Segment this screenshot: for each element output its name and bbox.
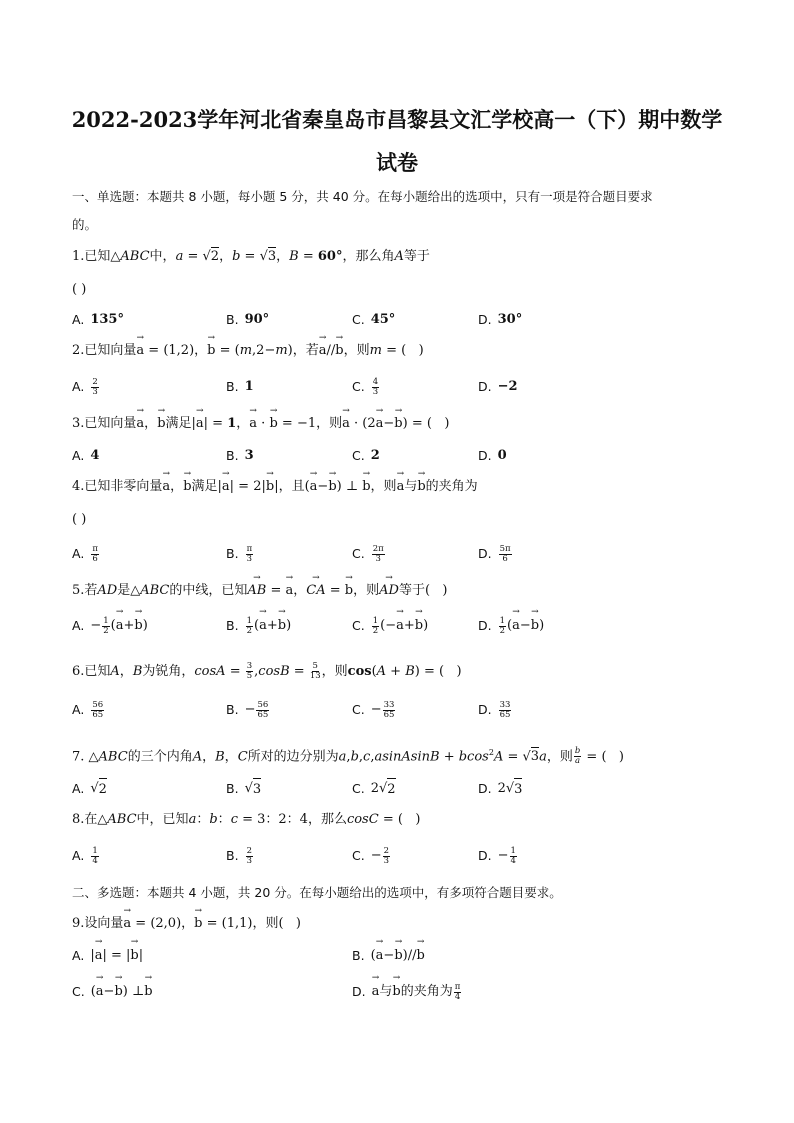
question-7-options	[0, 778, 794, 802]
fraction: $\frac{56}{65}$	[92, 699, 104, 720]
option-a[interactable]: A. 4	[72, 448, 100, 463]
option-a[interactable]: A. $\frac{1}{4}$	[72, 845, 98, 866]
fraction: $\frac{56}{65}$	[257, 699, 269, 720]
option-c[interactable]: C. $\frac{1}{2}$ (− → a + → b )	[352, 616, 428, 636]
option-d[interactable]: D. $\frac{33}{65}$	[478, 699, 511, 720]
option-c[interactable]: C. $\frac{4}{3}$	[352, 376, 379, 397]
fraction: $\frac{\pi}{6}$	[92, 543, 98, 564]
option-b[interactable]: B. $\frac{1}{2}$ ( → a + → b )	[226, 616, 291, 636]
option-a[interactable]: A. − $\frac{1}{2}$ ( → a + → b )	[72, 616, 148, 636]
option-b[interactable]: B. $\frac{\pi}{3}$	[226, 543, 253, 564]
option-label: A.	[72, 312, 85, 327]
option-a[interactable]	[72, 310, 124, 330]
option-b[interactable]: B. $\frac{2}{3}$	[226, 845, 252, 866]
fraction: $\frac{5\pi}{6}$	[499, 543, 511, 564]
fraction: $\frac{1}{4}$	[92, 845, 98, 866]
fraction: $\frac{1}{2}$	[246, 615, 252, 636]
option-d[interactable]: D. − $\frac{1}{4}$	[478, 845, 516, 866]
option-c[interactable]: C. 2	[352, 448, 380, 463]
question-2-options	[0, 377, 794, 401]
option-b[interactable]: B. 1	[226, 379, 254, 394]
option-label: D.	[478, 312, 492, 327]
question-4: 4.已知非零向量→ a，→ b满足|→ a| = 2|→ b|，且(→ a−→ b) ⊥ → b，则→ a与→ b的夹角为	[72, 478, 478, 496]
option-c[interactable]: C. − $\frac{33}{65}$	[352, 699, 395, 720]
question-1-blank: ( )	[72, 282, 87, 297]
exam-title: 2022-2023学年河北省秦皇岛市昌黎县文汇学校高一（下）期中数学	[71, 107, 723, 132]
option-a[interactable]: A. $\frac{\pi}{6}$	[72, 543, 98, 564]
option-d[interactable]: D. 0	[478, 448, 507, 463]
section1-heading-cont: 的。	[72, 217, 98, 232]
fraction: $\frac{\pi}{3}$	[246, 543, 253, 564]
fraction: $\frac{2}{3}$	[92, 376, 98, 397]
option-value: 45°	[370, 312, 396, 327]
option-value: 90°	[244, 312, 270, 327]
question-2: 2.已知向量→ a = (1,2)，→ b = (m,2−m)，若→ a//→ b，则m = ( )	[72, 342, 424, 360]
option-d[interactable]	[478, 310, 522, 330]
exam-title-cont: 试卷	[376, 150, 418, 175]
fraction: $\frac{2}{3}$	[383, 845, 390, 866]
option-c[interactable]: C. $\frac{2\pi}{3}$	[352, 543, 384, 564]
question-9: 9.设向量→ a = (2,0)，→ b = (1,1)，则( )	[72, 915, 301, 933]
fraction: $\frac{4}{3}$	[372, 376, 379, 397]
question-6: 6.已知A，B为锐角，cosA = $\frac{3}{5}$ ,cosB = $\frac{5}{13}$ ，则cos(A + B) = ( )	[72, 661, 462, 681]
question-9-options-row1	[0, 946, 794, 970]
option-c[interactable]: C. 2√ 2	[352, 778, 396, 800]
question-1: 1.已知△ABC中，a = √2，b = √3，B = 60°，那么角A等于	[72, 249, 430, 264]
option-value: 30°	[497, 312, 523, 327]
option-d[interactable]: D. $\frac{5\pi}{6}$	[478, 543, 511, 564]
option-b[interactable]: B. ( → a − → b )// → b	[352, 946, 425, 966]
section1-heading: 一、单选题：本题共 8 小题，每小题 5 分，共 40 分。在每小题给出的选项中，只有一项是符合题目要求	[72, 189, 653, 204]
fraction: $\frac{2\pi}{3}$	[372, 543, 384, 564]
option-b[interactable]: B. √ 3	[226, 778, 261, 800]
option-d[interactable]: D. 2√ 3	[478, 778, 522, 800]
option-b[interactable]: B. − $\frac{56}{65}$	[226, 699, 269, 720]
section2-heading: 二、多选题：本题共 4 小题，共 20 分。在每小题给出的选项中，有多项符合题目要求。	[72, 885, 562, 900]
question-8: 8.在△ABC中，已知a：b：c = 3：2：4，那么cosC = ( )	[72, 812, 421, 827]
question-6-options	[0, 700, 794, 724]
fraction: $\frac{1}{4}$	[510, 845, 516, 866]
fraction: $\frac{1}{2}$	[103, 615, 109, 636]
question-4-options	[0, 544, 794, 568]
fraction: $\frac{33}{65}$	[383, 699, 395, 720]
question-7: 7. △ABC的三个内角A，B，C所对的边分别为a,b,c,asinAsinB + bcos$^2$A = √3a，则 $\frac{b}{a}$ = ( )	[72, 746, 624, 767]
question-3-options	[0, 446, 794, 470]
fraction: $\frac{1}{2}$	[372, 615, 379, 636]
question-5: 5.若AD是△ABC的中线，已知→ AB = → a，→ CA = → b，则→ AD等于( )	[72, 582, 448, 600]
question-9-options-row2	[0, 982, 794, 1006]
option-c[interactable]: C. ( → a − → b ) ⊥ → b	[72, 982, 153, 1002]
option-label: B.	[226, 312, 239, 327]
question-3: 3.已知向量→ a，→ b满足|→ a| = 1，→ a · → b = −1，则→ a · (2→ a−→ b) = ( )	[72, 415, 449, 433]
option-a[interactable]: A. $\frac{56}{65}$	[72, 699, 104, 720]
option-label: C.	[352, 312, 365, 327]
question-4-blank: ( )	[72, 512, 87, 527]
option-d[interactable]: D. → a 与 → b 的夹角为 $\frac{\pi}{4}$	[352, 982, 462, 1002]
fraction: $\frac{2}{3}$	[246, 845, 252, 866]
fraction: $\frac{1}{2}$	[499, 615, 506, 636]
option-b[interactable]: B. 3	[226, 448, 254, 463]
option-a[interactable]: A. $\frac{2}{3}$	[72, 376, 98, 397]
fraction: $\frac{\pi}{4}$	[454, 981, 461, 1002]
question-1-options	[0, 310, 794, 334]
option-c[interactable]: C. − $\frac{2}{3}$	[352, 845, 390, 866]
option-value: 135°	[90, 312, 124, 327]
option-a[interactable]: A. √ 2	[72, 778, 107, 800]
option-b[interactable]	[226, 310, 269, 330]
question-8-options	[0, 846, 794, 870]
fraction: $\frac{33}{65}$	[499, 699, 511, 720]
option-d[interactable]: D. −2	[478, 379, 518, 394]
option-a[interactable]: A. | → a | = | → b |	[72, 946, 143, 966]
option-d[interactable]: D. $\frac{1}{2}$ ( → a − → b )	[478, 616, 544, 636]
option-c[interactable]	[352, 310, 395, 330]
question-5-options	[0, 616, 794, 640]
